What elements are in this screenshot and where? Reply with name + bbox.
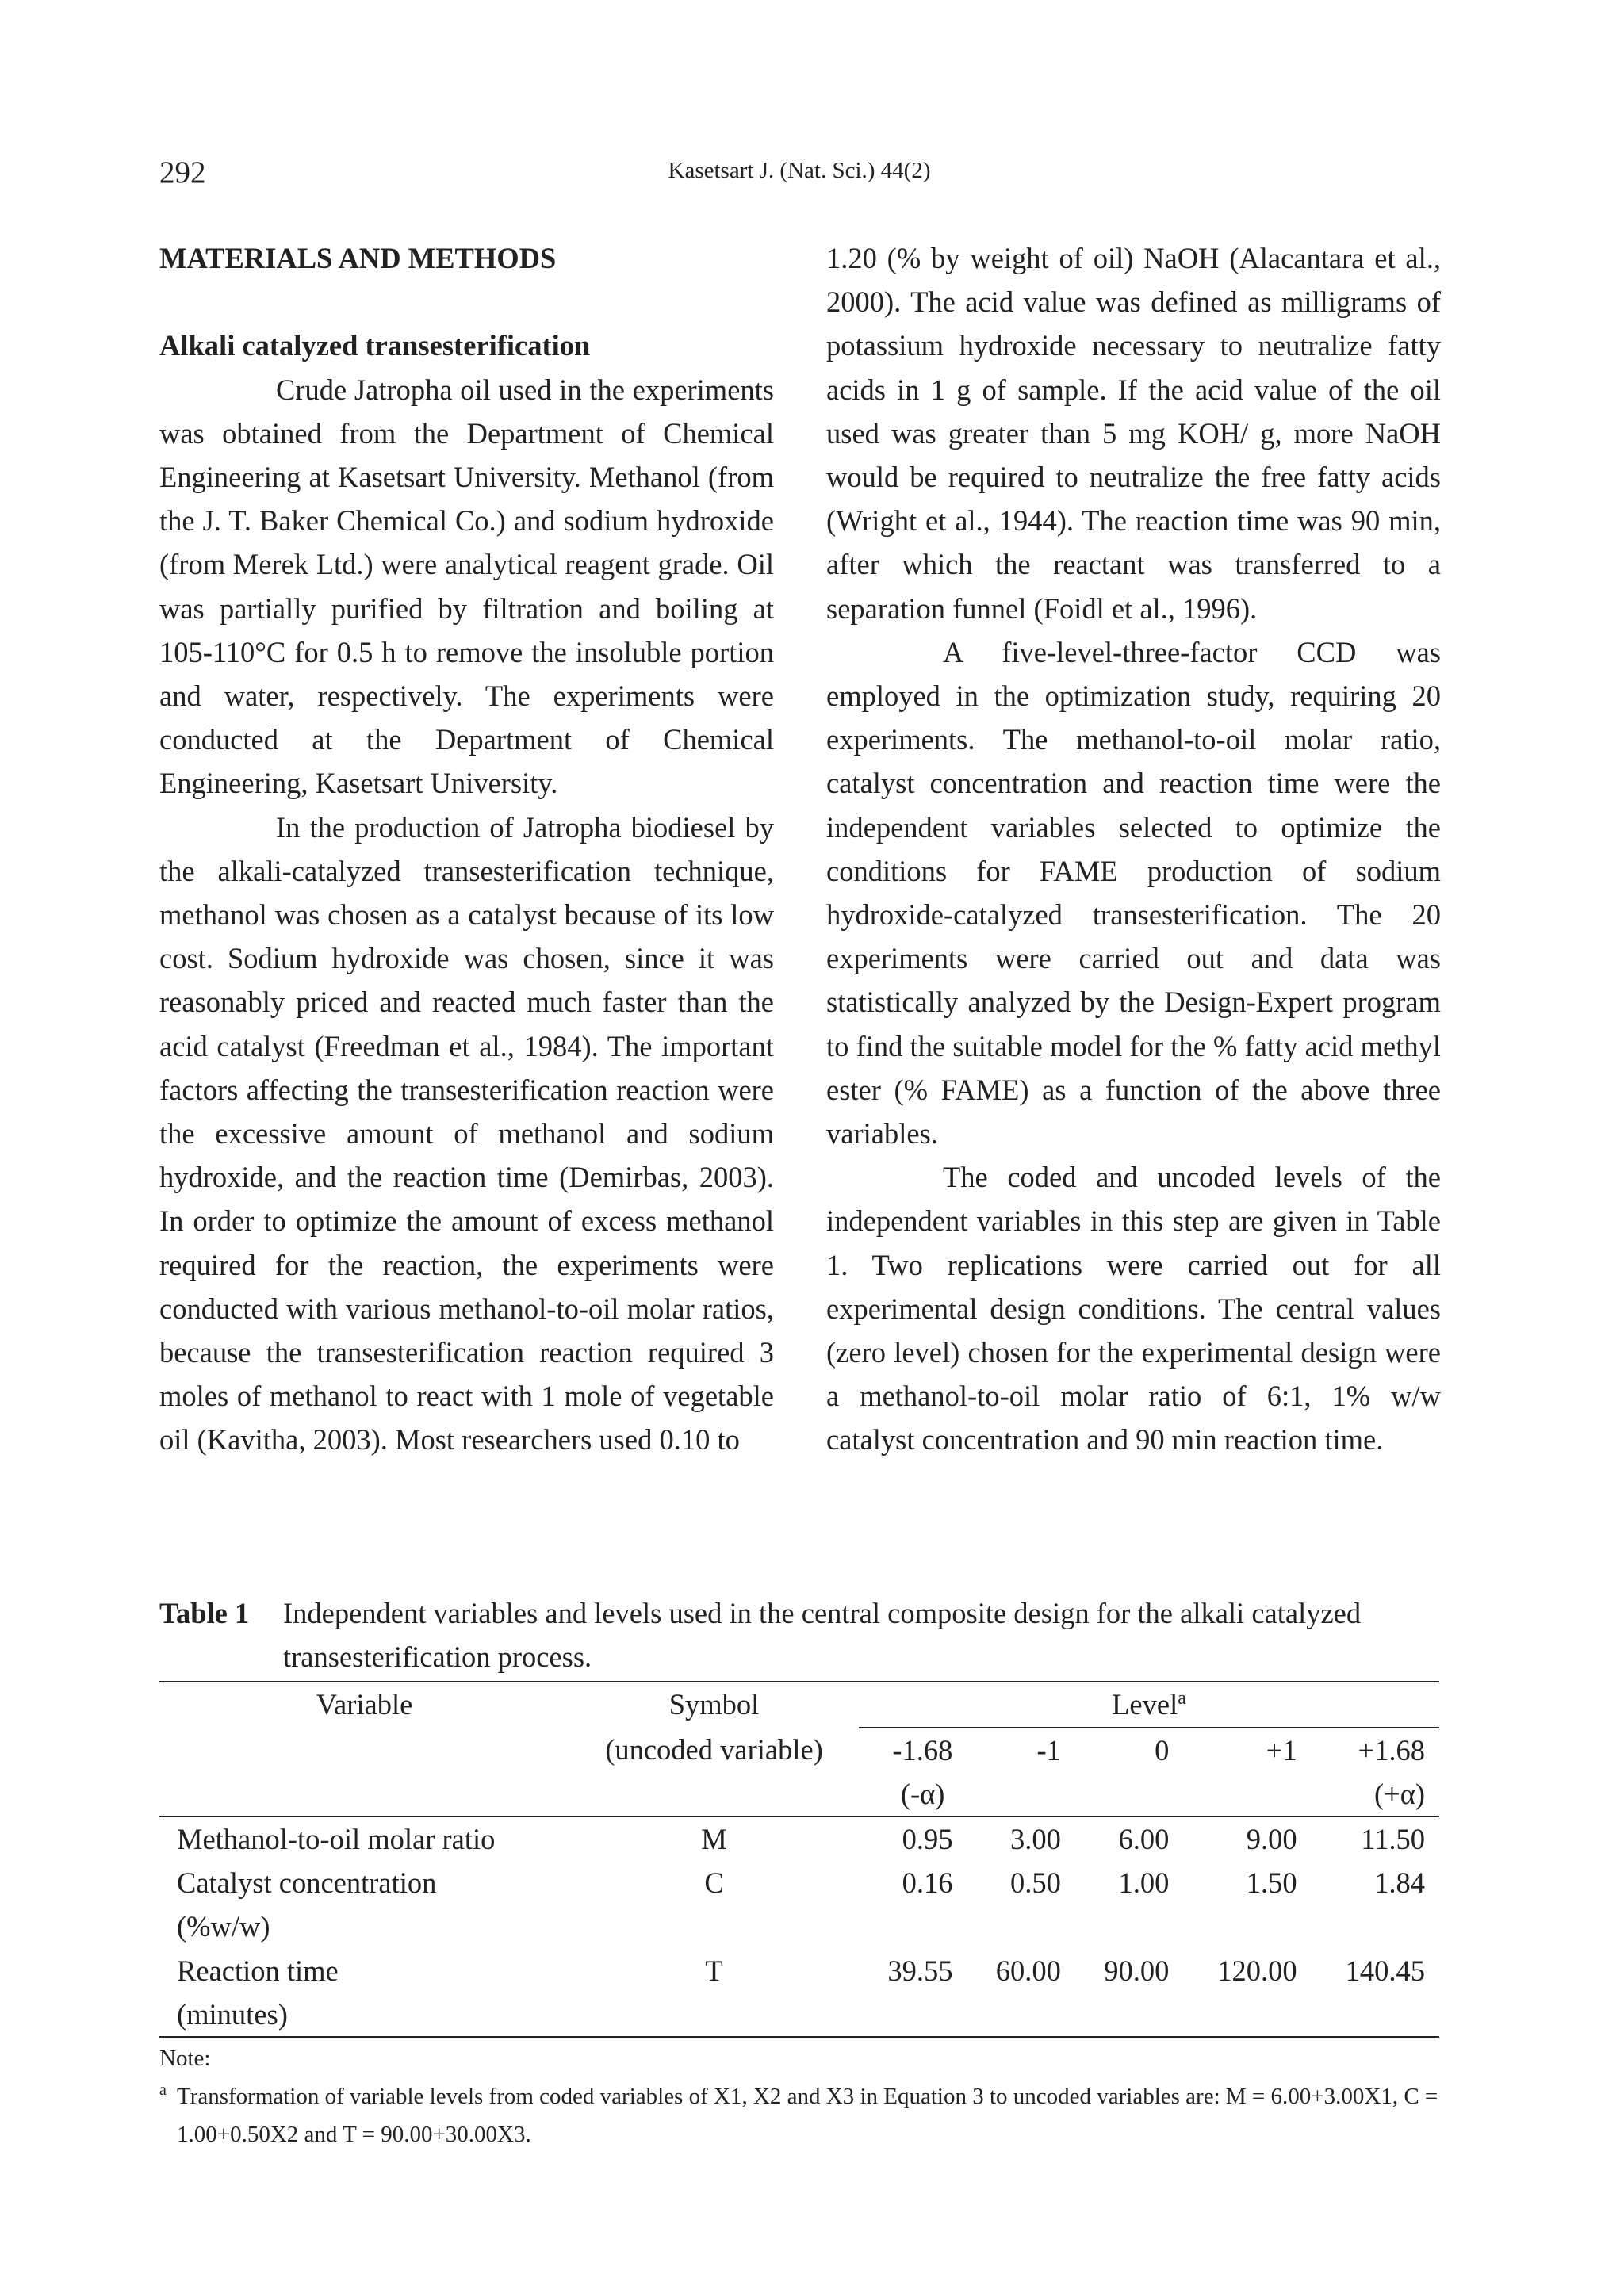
header-variable: Variable bbox=[159, 1682, 569, 1727]
page-number: 292 bbox=[159, 155, 206, 189]
alpha-minus: (-α) bbox=[859, 1772, 967, 1816]
data-table bbox=[159, 1681, 1439, 2038]
table-note bbox=[159, 2039, 1439, 2153]
table-cell: 1.00 bbox=[1118, 1866, 1170, 1900]
table-cell: 3.00 bbox=[1010, 1823, 1061, 1856]
note-text: Transformation of variable levels from coded variables of X1, X2 and X3 in Equation 3 to uncoded variables are: M = 6.00+3.00X1, C = 1.00+0.50X2 and T = 90.00+30.00X3. bbox=[177, 2084, 1438, 2148]
table-cell: 0.95 bbox=[902, 1823, 953, 1856]
note-line bbox=[159, 2077, 1439, 2153]
table-cell: 0.50 bbox=[1010, 1866, 1061, 1900]
table-caption bbox=[159, 1591, 1439, 1679]
header-symbol-sub: (uncoded variable) bbox=[605, 1732, 823, 1766]
table-header-row bbox=[159, 1682, 1439, 1727]
left-column bbox=[159, 236, 774, 1462]
row-symbol: C bbox=[704, 1866, 724, 1900]
table-label: Table 1 bbox=[159, 1597, 250, 1629]
table-row bbox=[159, 1816, 1439, 1861]
header-symbol: Symbol bbox=[569, 1682, 859, 1727]
level-header: -1.68 bbox=[892, 1733, 953, 1767]
level-header: 0 bbox=[1155, 1733, 1170, 1767]
paragraph: 1.20 (% by weight of oil) NaOH (Alacantara et al., 2000). The acid value was defined as milligrams of potassium hydroxide necessary to neutralize fatty acids in 1 g of sample. If the acid value of the oil used was greater than 5 mg KOH/ g, more NaOH would be required to neutralize the free fatty acids (Wright et al., 1944). The reaction time was 90 min, after which the reactant was transferred to a separation funnel (Foidl et al., 1996). bbox=[826, 242, 1441, 625]
page-header bbox=[159, 155, 1439, 194]
table-cell: 60.00 bbox=[967, 1949, 1074, 2037]
level-header: +1.68 bbox=[1358, 1733, 1425, 1767]
level-header: +1 bbox=[1266, 1733, 1297, 1767]
table-cell: 120.00 bbox=[1183, 1949, 1311, 2037]
subsection-title: Alkali catalyzed transesterification bbox=[159, 329, 591, 362]
paragraph: In the production of Jatropha biodiesel by the alkali-catalyzed transesterification technique, methanol was chosen as a catalyst because of its low cost. Sodium hydroxide was chosen, since it was reasonably priced and reacted much faster than the acid catalyst (Freedman et al., 1984). The important factors affecting the transesterification reaction were the excessive amount of methanol and sodium hydroxide, and the reaction time (Demirbas, 2003). In order to optimize the amount of excess methanol required for the reaction, the experiments were conducted with various methanol-to-oil molar ratios, because the transesterification reaction required 3 moles of methanol to react with 1 mole of vegetable oil (Kavitha, 2003). Most researchers used 0.10 to bbox=[159, 810, 774, 1457]
paragraph: The coded and uncoded levels of the independent variables in this step are given in Table 1. Two replications were carried out for all experimental design conditions. The central values (zero level) chosen for the experimental design were a methanol-to-oil molar ratio of 6:1, 1% w/w catalyst concentration and 90 min reaction time. bbox=[826, 1161, 1441, 1457]
row-variable: Methanol-to-oil molar ratio bbox=[177, 1823, 496, 1856]
table-cell: 39.55 bbox=[859, 1949, 967, 2037]
table-cell: 1.50 bbox=[1246, 1866, 1297, 1900]
table-row bbox=[159, 1861, 1439, 1948]
table-cell: 11.50 bbox=[1361, 1823, 1425, 1856]
row-variable: Catalyst concentration (%w/w) bbox=[177, 1866, 437, 1943]
table-cell: 140.45 bbox=[1312, 1949, 1439, 2037]
header-level: Level$^a$ bbox=[859, 1682, 1439, 1727]
row-symbol: T bbox=[569, 1949, 859, 2037]
paragraph: Crude Jatropha oil used in the experiments was obtained from the Department of Chemical Engineering at Kasetsart University. Methanol (from the J. T. Baker Chemical Co.) and sodium hydroxide (from Merek Ltd.) were analytical reagent grade. Oil was partially purified by filtration and boiling at 105-110°C for 0.5 h to remove the insoluble portion and water, respectively. The experiments were conducted at the Department of Chemical Engineering, Kasetsart University. bbox=[159, 373, 774, 800]
row-variable: Reaction time (minutes) bbox=[159, 1949, 569, 2037]
paragraph: A five-level-three-factor CCD was employed in the optimization study, requiring 20 experiments. The methanol-to-oil molar ratio, catalyst concentration and reaction time were the independent variables selected to optimize the conditions for FAME production of sodium hydroxide-catalyzed transesterification. The 20 experiments were carried out and data was statistically analyzed by the Design-Expert program to find the suitable model for the % fatty acid methyl ester (% FAME) as a function of the above three variables. bbox=[826, 635, 1441, 1150]
table-header-row bbox=[159, 1772, 1439, 1816]
note-mark: a bbox=[159, 2081, 167, 2100]
table-cell: 9.00 bbox=[1246, 1823, 1297, 1856]
table-row bbox=[159, 1949, 1439, 2037]
table-cell: 90.00 bbox=[1075, 1949, 1183, 2037]
section-title: MATERIALS AND METHODS bbox=[159, 242, 557, 274]
note-title: Note: bbox=[159, 2046, 211, 2072]
table-1 bbox=[159, 1591, 1439, 2153]
table-caption-text: Independent variables and levels used in the central composite design for the alkali catalyzed transesterification process. bbox=[283, 1597, 1362, 1674]
row-symbol: M bbox=[701, 1823, 727, 1856]
right-column bbox=[826, 236, 1441, 1462]
table-cell: 6.00 bbox=[1118, 1823, 1170, 1856]
table-cell: 1.84 bbox=[1374, 1866, 1425, 1900]
alpha-plus: (+α) bbox=[1312, 1772, 1439, 1816]
table-header-row bbox=[159, 1728, 1439, 1772]
level-header: -1 bbox=[1036, 1733, 1061, 1767]
table-cell: 0.16 bbox=[902, 1866, 953, 1900]
running-head: Kasetsart J. (Nat. Sci.) 44(2) bbox=[668, 158, 931, 183]
